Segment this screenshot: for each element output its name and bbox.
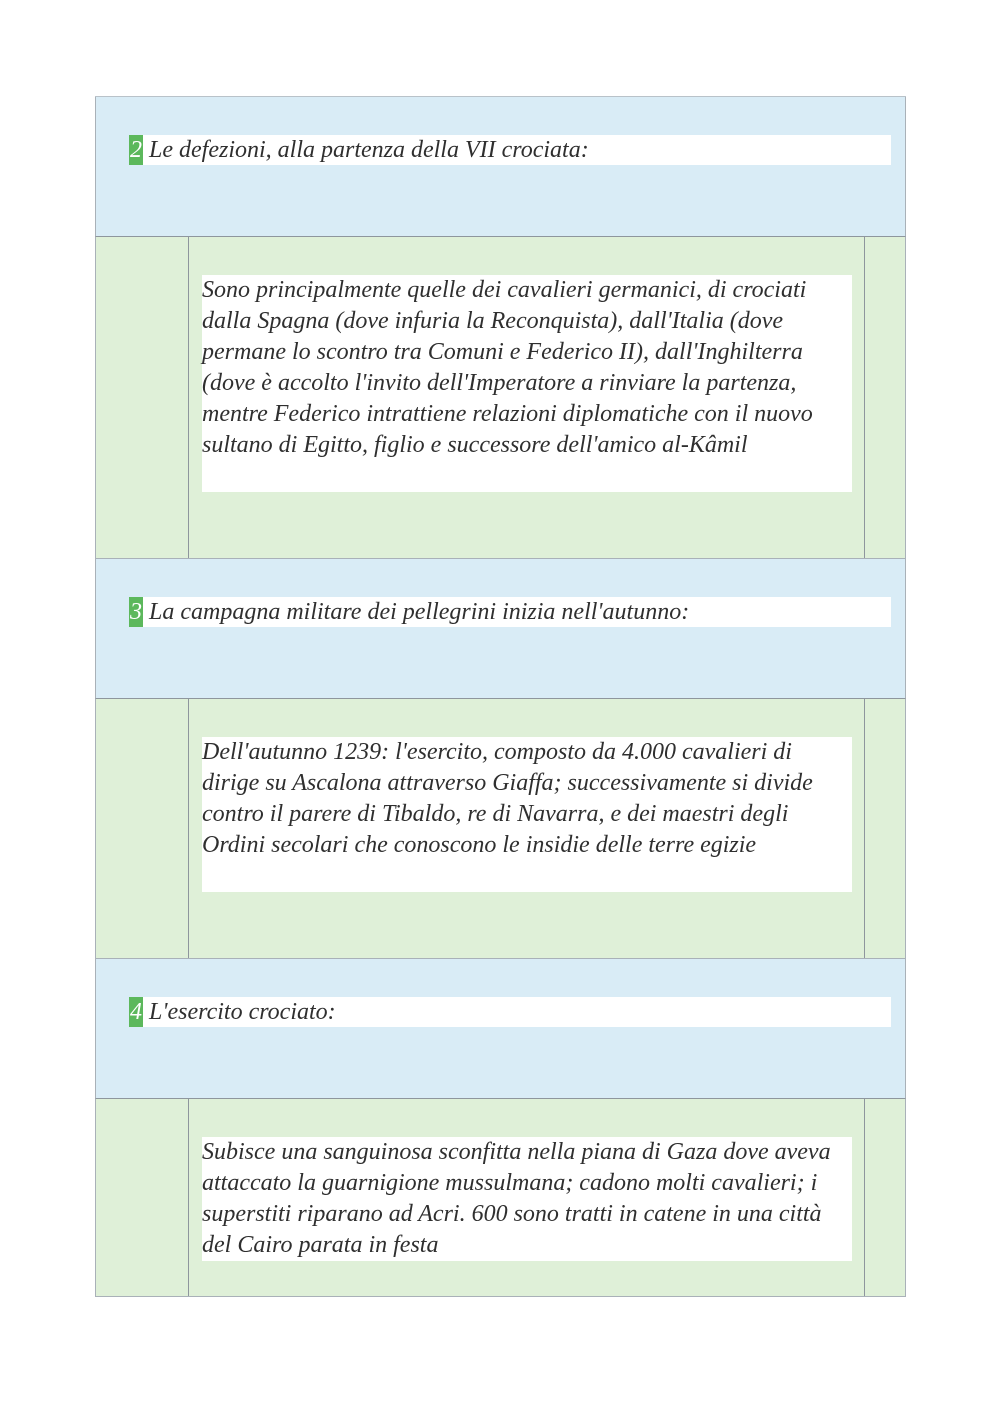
question-line (129, 997, 891, 1027)
question-number-badge: 4 (130, 999, 142, 1025)
question-number-badge: 3 (130, 599, 142, 625)
answer-row (95, 237, 906, 559)
question-line (129, 135, 891, 165)
question-number-badge: 2 (130, 137, 142, 163)
answer-row (95, 699, 906, 959)
column-divider (864, 1099, 865, 1296)
column-divider (188, 1099, 189, 1296)
answer-text: Sono principalmente quelle dei cavalieri germanici, di crociati dalla Spagna (dove infuria la Reconquista), dall'Italia (dove permane lo scontro tra Comuni e Federico II), dall'Inghilterra (dove è accolto l'invito dell'Imperatore a rinviare la partenza, mentre Federico intrattiene relazioni diplomatiche con il nuovo sultano di Egitto, figlio e successore dell'amico al-Kâmil (202, 275, 852, 492)
question-row (95, 959, 906, 1099)
question-row (95, 97, 906, 237)
answer-text: Subisce una sanguinosa sconfitta nella piana di Gaza dove aveva attaccato la guarnigione mussulmana; cadono molti cavalieri; i superstiti riparano ad Acri. 600 sono tratti in catene in una città del Cairo parata in festa (202, 1137, 852, 1261)
answer-text: Dell'autunno 1239: l'esercito, composto da 4.000 cavalieri di dirige su Ascalona attraverso Giaffa; successivamente si divide contro il parere di Tibaldo, re di Navarra, e dei maestri degli Ordini secolari che conoscono le insidie delle terre egizie (202, 737, 852, 892)
column-divider (864, 237, 865, 558)
question-text: Le defezioni, alla partenza della VII crociata: (149, 136, 589, 163)
question-row (95, 559, 906, 699)
column-divider (188, 699, 189, 958)
quiz-table (95, 96, 906, 1297)
question-text: La campagna militare dei pellegrini inizia nell'autunno: (149, 598, 690, 625)
answer-row (95, 1099, 906, 1297)
question-line (129, 597, 891, 627)
column-divider (864, 699, 865, 958)
question-text: L'esercito crociato: (149, 998, 336, 1025)
column-divider (188, 237, 189, 558)
